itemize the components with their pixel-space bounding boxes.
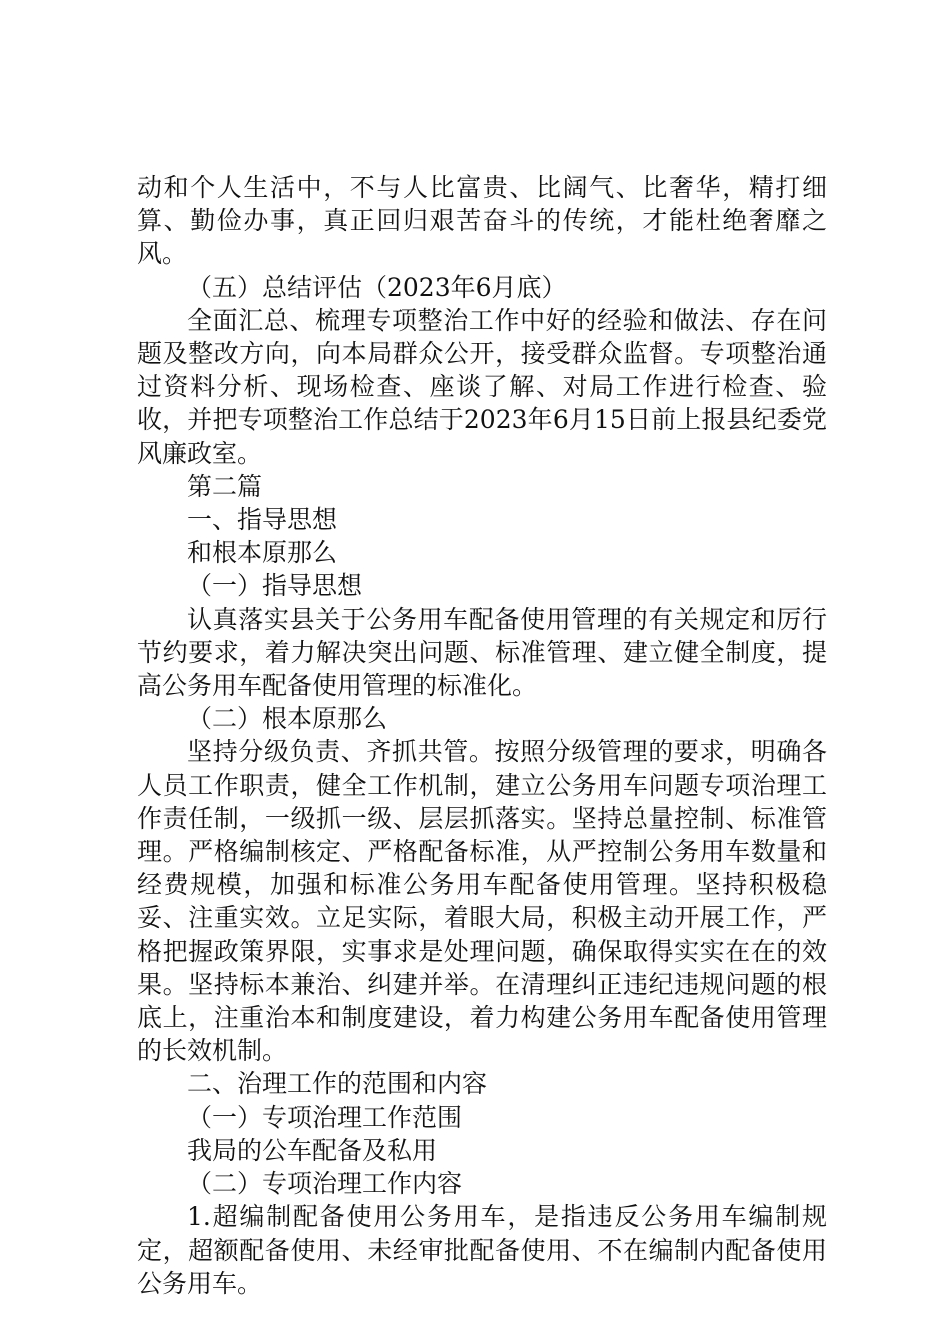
body-paragraph: 我局的公车配备及私用 xyxy=(187,1135,438,1165)
section-heading: （五）总结评估（2023年6月底） xyxy=(187,272,567,302)
document-page xyxy=(137,171,827,1300)
subsection-heading: （二）专项治理工作内容 xyxy=(187,1169,463,1199)
section-heading: 一、指导思想 xyxy=(187,505,338,535)
body-paragraph: 认真落实县关于公务用车配备使用管理的有关规定和厉行节约要求，着力解决突出问题、标准管理、建立健全制度，提高公务用车配备使用管理的标准化。 xyxy=(137,604,827,701)
body-paragraph: 坚持分级负责、齐抓共管。按照分级管理的要求，明确各人员工作职责，健全工作机制，建立公务用车问题专项治理工作责任制，一级抓一级、层层抓落实。坚持总量控制、标准管理。严格编制核定、严格配备标准，从严控制公务用车数量和经费规模，加强和标准公务用车配备使用管理。坚持积极稳妥、注重实效。立足实际，着眼大局，积极主动开展工作，严格把握政策界限，实事求是处理问题，确保取得实实在在的效果。坚持标本兼治、纠建并举。在清理纠正违纪违规问题的根底上，注重治本和制度建设，着力构建公务用车配备使用管理的长效机制。 xyxy=(137,737,827,1066)
subsection-heading: （一）专项治理工作范围 xyxy=(187,1102,463,1132)
body-paragraph: 1.超编制配备使用公务用车，是指违反公务用车编制规定，超额配备使用、未经审批配备使用、不在编制内配备使用公务用车。 xyxy=(137,1202,827,1298)
chapter-heading: 第二篇 xyxy=(187,471,263,501)
section-heading: 和根本原那么 xyxy=(187,538,338,568)
body-paragraph: 全面汇总、梳理专项整治工作中好的经验和做法、存在问题及整改方向，向本局群众公开，接受群众监督。专项整治通过资料分析、现场检查、座谈了解、对局工作进行检查、验收，并把专项整治工作总结于2023年6月15日前上报县纪委党风廉政室。 xyxy=(137,305,827,468)
section-heading: 二、治理工作的范围和内容 xyxy=(187,1069,488,1099)
subsection-heading: （一）指导思想 xyxy=(187,571,363,601)
subsection-heading: （二）根本原那么 xyxy=(187,704,388,734)
body-paragraph: 动和个人生活中，不与人比富贵、比阔气、比奢华，精打细算、勤俭办事，真正回归艰苦奋斗的传统，才能杜绝奢靡之风。 xyxy=(137,173,827,269)
